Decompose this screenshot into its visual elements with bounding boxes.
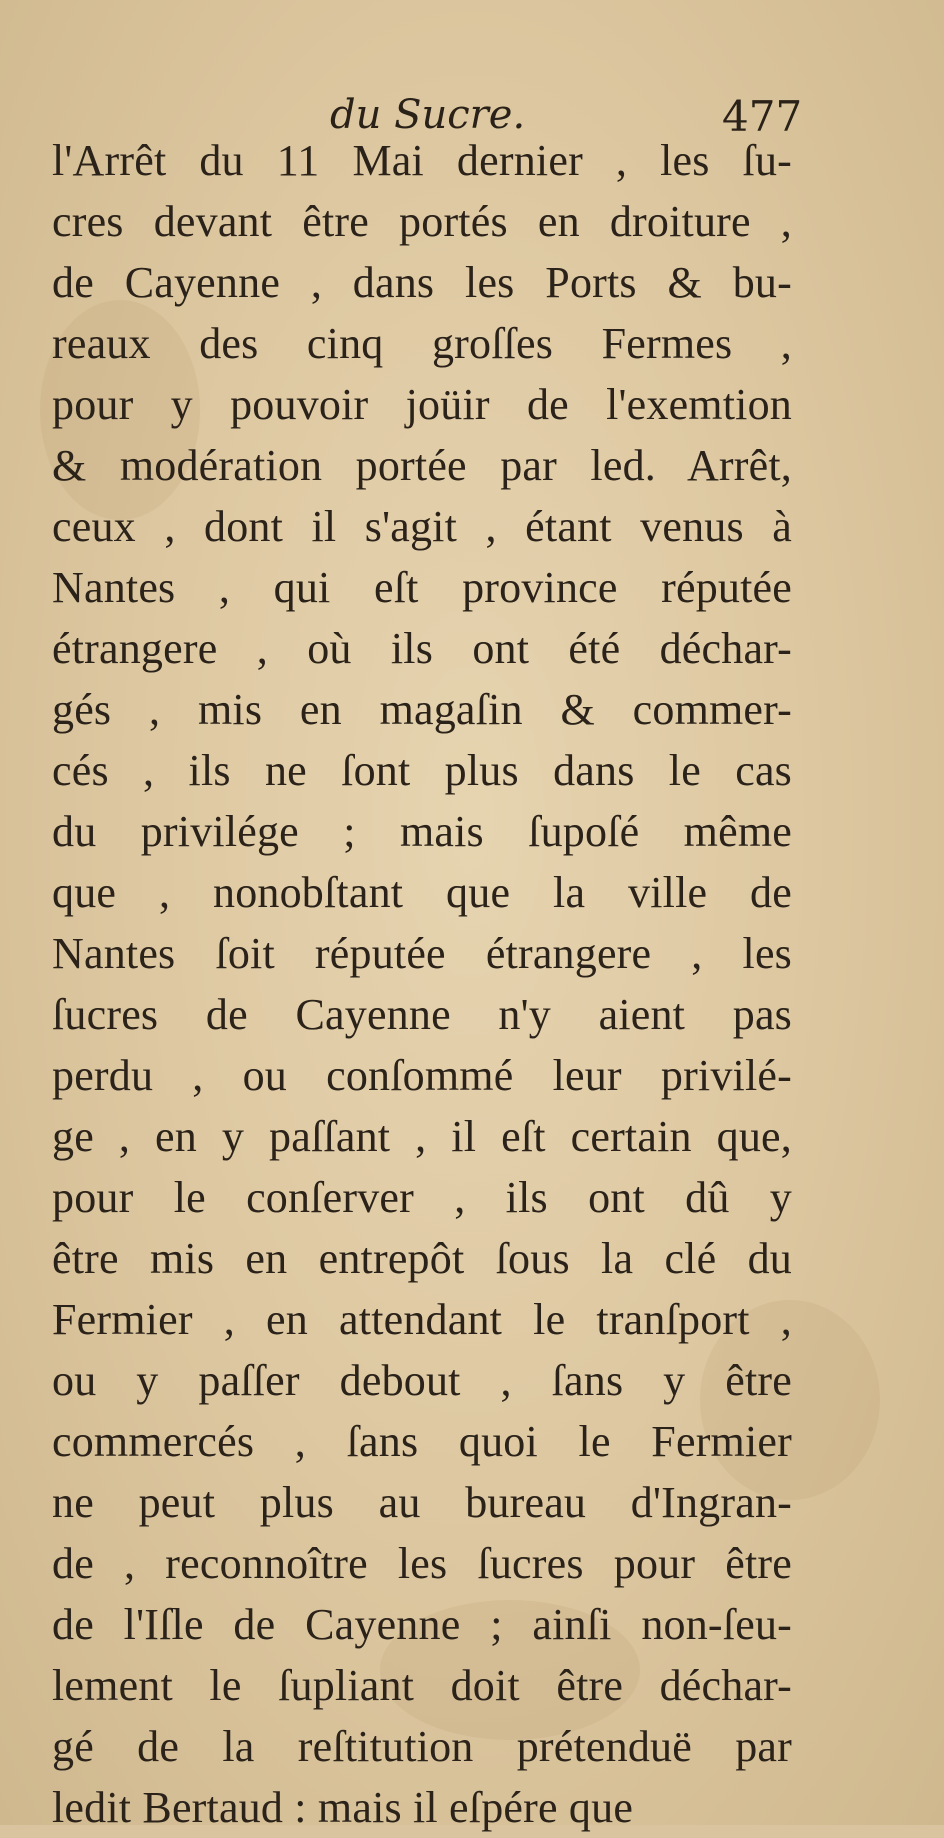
text-line: du privilége ; mais ſupoſé même	[52, 807, 792, 856]
text-line: ledit Bertaud : mais il eſpére que	[52, 1783, 634, 1832]
body-text	[52, 130, 792, 1838]
text-line: ſucres de Cayenne n'y aient pas	[52, 990, 792, 1039]
text-line: perdu , ou conſommé leur privilé-	[52, 1051, 792, 1100]
running-title: du Sucre.	[330, 92, 526, 138]
text-line: que , nonobſtant que la ville de	[52, 868, 792, 917]
text-line: ceux , dont il s'agit , étant venus à	[52, 502, 792, 551]
text-line: pour y pouvoir joüir de l'exemtion	[52, 380, 792, 429]
text-line: gé de la reſtitution prétenduë par	[52, 1722, 792, 1771]
text-line: commercés , ſans quoi le Fermier	[52, 1417, 792, 1466]
text-line: cés , ils ne ſont plus dans le cas	[52, 746, 792, 795]
text-line: de l'Iſle de Cayenne ; ainſi non-ſeu-	[52, 1600, 792, 1649]
text-line: reaux des cinq groſſes Fermes ,	[52, 319, 792, 368]
page-number: 477	[722, 92, 803, 141]
text-line: de Cayenne , dans les Ports & bu-	[52, 258, 792, 307]
text-line: ge , en y paſſant , il eſt certain que,	[52, 1112, 792, 1161]
text-line: de , reconnoître les ſucres pour être	[52, 1539, 792, 1588]
text-line: & modération portée par led. Arrêt,	[52, 441, 792, 490]
text-line: cres devant être portés en droiture ,	[52, 197, 792, 246]
text-line: l'Arrêt du 11 Mai dernier , les ſu-	[52, 136, 792, 185]
text-line: lement le ſupliant doit être déchar-	[52, 1661, 792, 1710]
text-line: Fermier , en attendant le tranſport ,	[52, 1295, 792, 1344]
text-line: ne peut plus au bureau d'Ingran-	[52, 1478, 792, 1527]
text-line: étrangere , où ils ont été déchar-	[52, 624, 792, 673]
text-line: gés , mis en magaſin & commer-	[52, 685, 792, 734]
text-line: ou y paſſer debout , ſans y être	[52, 1356, 792, 1405]
text-line: Nantes ſoit réputée étrangere , les	[52, 929, 792, 978]
text-line: être mis en entrepôt ſous la clé du	[52, 1234, 792, 1283]
text-line: Nantes , qui eſt province réputée	[52, 563, 792, 612]
text-line: pour le conſerver , ils ont dû y	[52, 1173, 792, 1222]
